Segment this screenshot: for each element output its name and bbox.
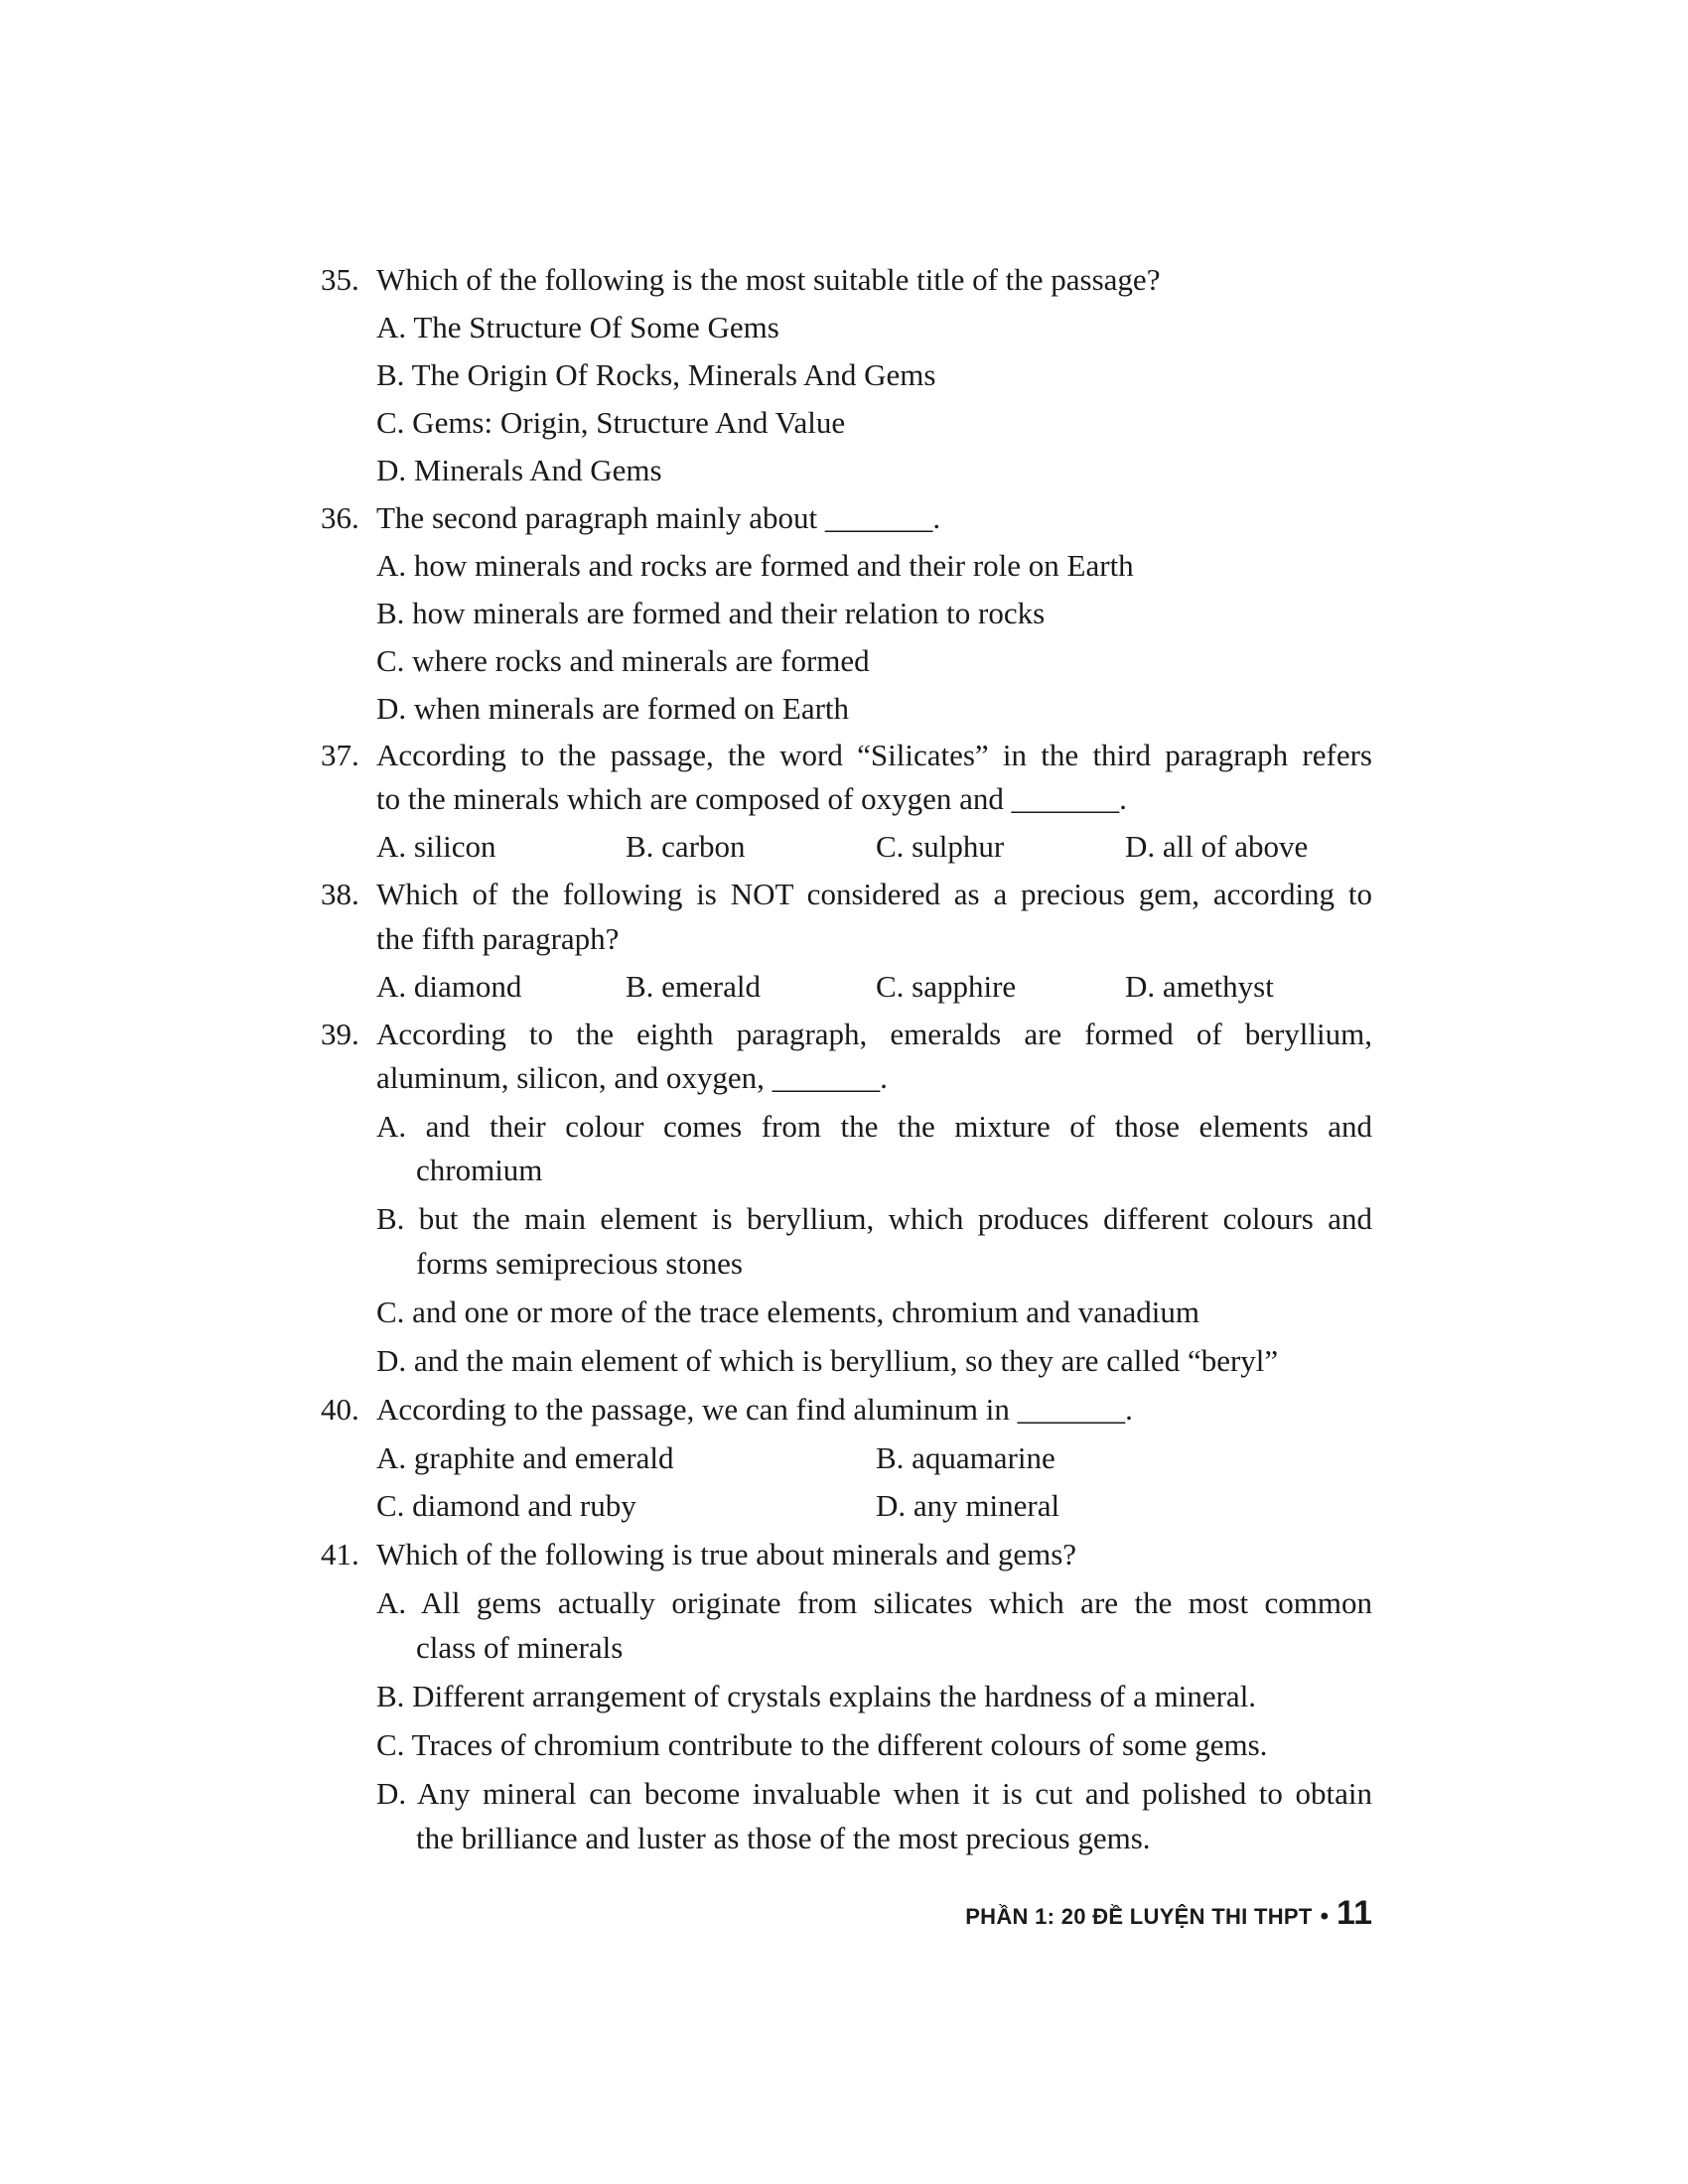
question-38-stem-line-2: the fifth paragraph? [376,921,620,956]
question-38-option-d: D. amethyst [1125,969,1274,1004]
question-37-option-c: C. sulphur [876,829,1005,864]
question-37-option-a: A. silicon [376,829,496,864]
page-footer [894,1894,1372,1933]
question-40-stem: According to the passage, we can find aluminum in _______. [376,1392,1133,1427]
question-36-option-c: C. where rocks and minerals are formed [376,643,870,678]
question-35-option-d: D. Minerals And Gems [376,453,662,487]
question-41-option-a-continued: class of minerals [416,1630,624,1665]
question-36-option-a: A. how minerals and rocks are formed and their role on Earth [376,548,1134,583]
question-35-option-a: A. The Structure Of Some Gems [376,310,779,344]
question-39-stem-line-2: aluminum, silicon, and oxygen, _______. [376,1060,888,1095]
question-39-option-b-continued: forms semiprecious stones [416,1246,743,1281]
question-37-stem-line-1: According to the passage, the word “Silicates” in the third paragraph refers [376,738,1372,772]
question-40-option-d: D. any mineral [876,1488,1060,1523]
question-38-option-c: C. sapphire [876,969,1017,1004]
question-39-option-d: D. and the main element of which is beryllium, so they are called “beryl” [376,1343,1279,1378]
question-38-option-a: A. diamond [376,969,522,1004]
question-40-option-a: A. graphite and emerald [376,1440,674,1475]
question-39-option-b: B. but the main element is beryllium, which produces different colours and [376,1201,1372,1236]
question-35-stem: Which of the following is the most suitable title of the passage? [376,262,1161,297]
question-41-stem: Which of the following is true about minerals and gems? [376,1537,1077,1571]
question-35-option-b: B. The Origin Of Rocks, Minerals And Gems [376,357,936,392]
question-38-option-b: B. emerald [626,969,762,1004]
question-36-option-b: B. how minerals are formed and their relation to rocks [376,596,1046,630]
question-41-option-b: B. Different arrangement of crystals explains the hardness of a mineral. [376,1679,1257,1713]
question-39-stem-line-1: According to the eighth paragraph, emeralds are formed of beryllium, [376,1017,1372,1051]
question-36-number: 36. [321,500,359,535]
question-38-number: 38. [321,877,359,911]
question-37-option-d: D. all of above [1125,829,1309,864]
question-35-number: 35. [321,262,359,297]
question-40-option-b: B. aquamarine [876,1440,1055,1475]
question-37-stem-line-2: to the minerals which are composed of oxygen and _______. [376,781,1127,816]
footer-section-title: PHẦN 1: 20 ĐỀ LUYỆN THI THPT [965,1904,1313,1929]
question-41-option-d: D. Any mineral can become invaluable when it is cut and polished to obtain [376,1776,1372,1811]
question-39-option-a: A. and their colour comes from the the mixture of those elements and [376,1109,1372,1144]
question-41-option-d-continued: the brilliance and luster as those of the most precious gems. [416,1821,1151,1855]
question-39-option-c: C. and one or more of the trace elements, chromium and vanadium [376,1295,1199,1329]
question-41-number: 41. [321,1537,359,1571]
question-35-option-c: C. Gems: Origin, Structure And Value [376,405,846,440]
question-39-option-a-continued: chromium [416,1153,543,1187]
page-number: 11 [1336,1894,1372,1932]
question-39-number: 39. [321,1017,359,1051]
question-36-stem: The second paragraph mainly about _______. [376,500,941,535]
question-40-option-c: C. diamond and ruby [376,1488,636,1523]
question-37-option-b: B. carbon [626,829,746,864]
question-37-number: 37. [321,738,359,772]
question-41-option-a: A. All gems actually originate from silicates which are the most common [376,1585,1372,1620]
question-41-option-c: C. Traces of chromium contribute to the different colours of some gems. [376,1727,1268,1762]
question-40-number: 40. [321,1392,359,1427]
question-38-stem-line-1: Which of the following is NOT considered as a precious gem, according to [376,877,1372,911]
question-36-option-d: D. when minerals are formed on Earth [376,691,850,726]
footer-separator: • [1320,1903,1330,1930]
